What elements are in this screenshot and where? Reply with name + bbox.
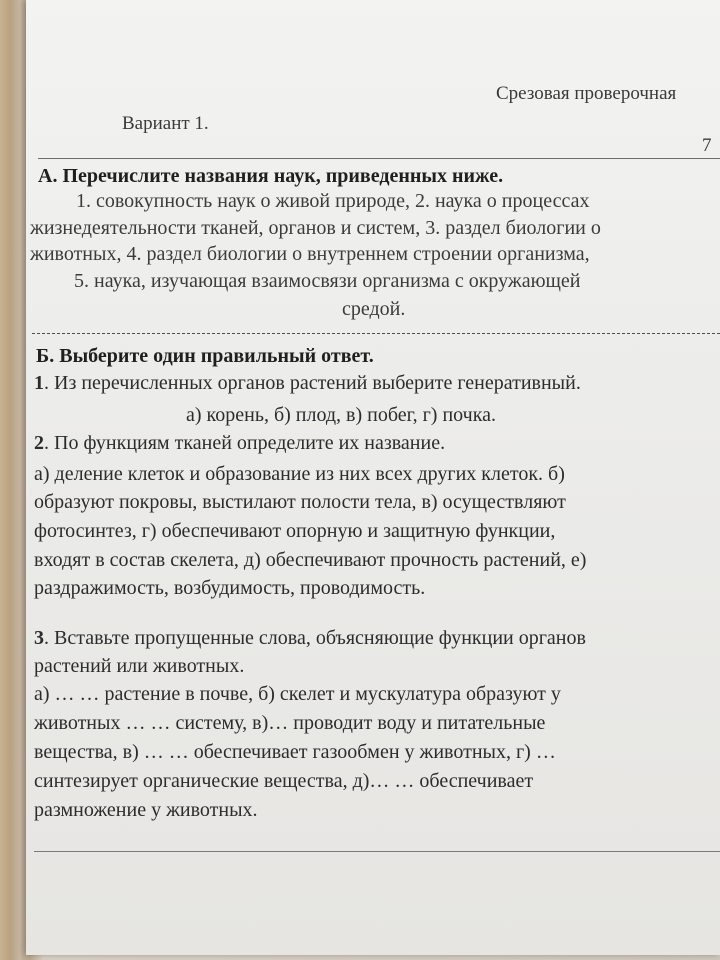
section-a-line: средой. — [342, 298, 406, 320]
question-3 — [34, 626, 586, 650]
question-3-line: животных … … систему, в)… проводит воду и питательные — [34, 712, 546, 734]
question-2-number: 2 — [34, 432, 44, 454]
section-a-heading: А. Перечислите названия наук, приведенных ниже. — [38, 165, 504, 187]
worksheet-page — [26, 0, 720, 955]
question-3-line: синтезирует органические вещества, д)… … обеспечивает — [34, 770, 534, 792]
variant-label: Вариант 1. — [122, 113, 209, 134]
divider-dashed — [32, 333, 720, 334]
section-a-line: 1. совокупность наук о живой природе, 2. наука о процессах — [76, 190, 590, 212]
question-1-options: а) корень, б) плод, в) побег, г) почка. — [186, 404, 496, 426]
question-3-line: размножение у животных. — [34, 799, 258, 821]
worksheet-title: Срезовая проверочная — [496, 83, 677, 104]
question-2-line: образуют покровы, выстилают полости тела, в) осуществляют — [34, 491, 566, 513]
question-2-line: фотосинтез, г) обеспечивают опорную и защитную функции, — [34, 520, 556, 542]
question-2-line: входят в состав скелета, д) обеспечивают прочность растений, е) — [34, 549, 587, 571]
question-2-text: . По функциям тканей определите их название. — [44, 432, 446, 454]
page-number: 7 — [702, 135, 712, 156]
question-3-line: а) … … растение в почве, б) скелет и мускулатура образуют у — [34, 683, 561, 705]
question-3-line: растений или животных. — [34, 655, 245, 677]
question-1 — [34, 371, 581, 395]
section-b-heading: Б. Выберите один правильный ответ. — [36, 345, 374, 367]
divider-top — [38, 158, 720, 159]
question-3-line: вещества, в) … … обеспечивает газообмен у животных, г) … — [34, 741, 556, 763]
section-a-line: животных, 4. раздел биологии о внутреннем строении организма, — [30, 243, 590, 265]
question-2-line: а) деление клеток и образование из них всех других клеток. б) — [34, 463, 565, 485]
question-2-line: раздражимость, возбудимость, проводимость. — [34, 577, 426, 599]
question-3-number: 3 — [34, 627, 44, 649]
divider-bottom — [34, 851, 720, 852]
section-a-line: жизнедеятельности тканей, органов и систем, 3. раздел биологии о — [30, 217, 601, 239]
question-1-text: . Из перечисленных органов растений выберите генеративный. — [44, 372, 581, 394]
question-1-number: 1 — [34, 372, 44, 394]
section-a-line: 5. наука, изучающая взаимосвязи организма с окружающей — [74, 270, 581, 292]
question-3-text: . Вставьте пропущенные слова, объясняющие функции органов — [44, 627, 586, 649]
question-2 — [34, 431, 445, 455]
